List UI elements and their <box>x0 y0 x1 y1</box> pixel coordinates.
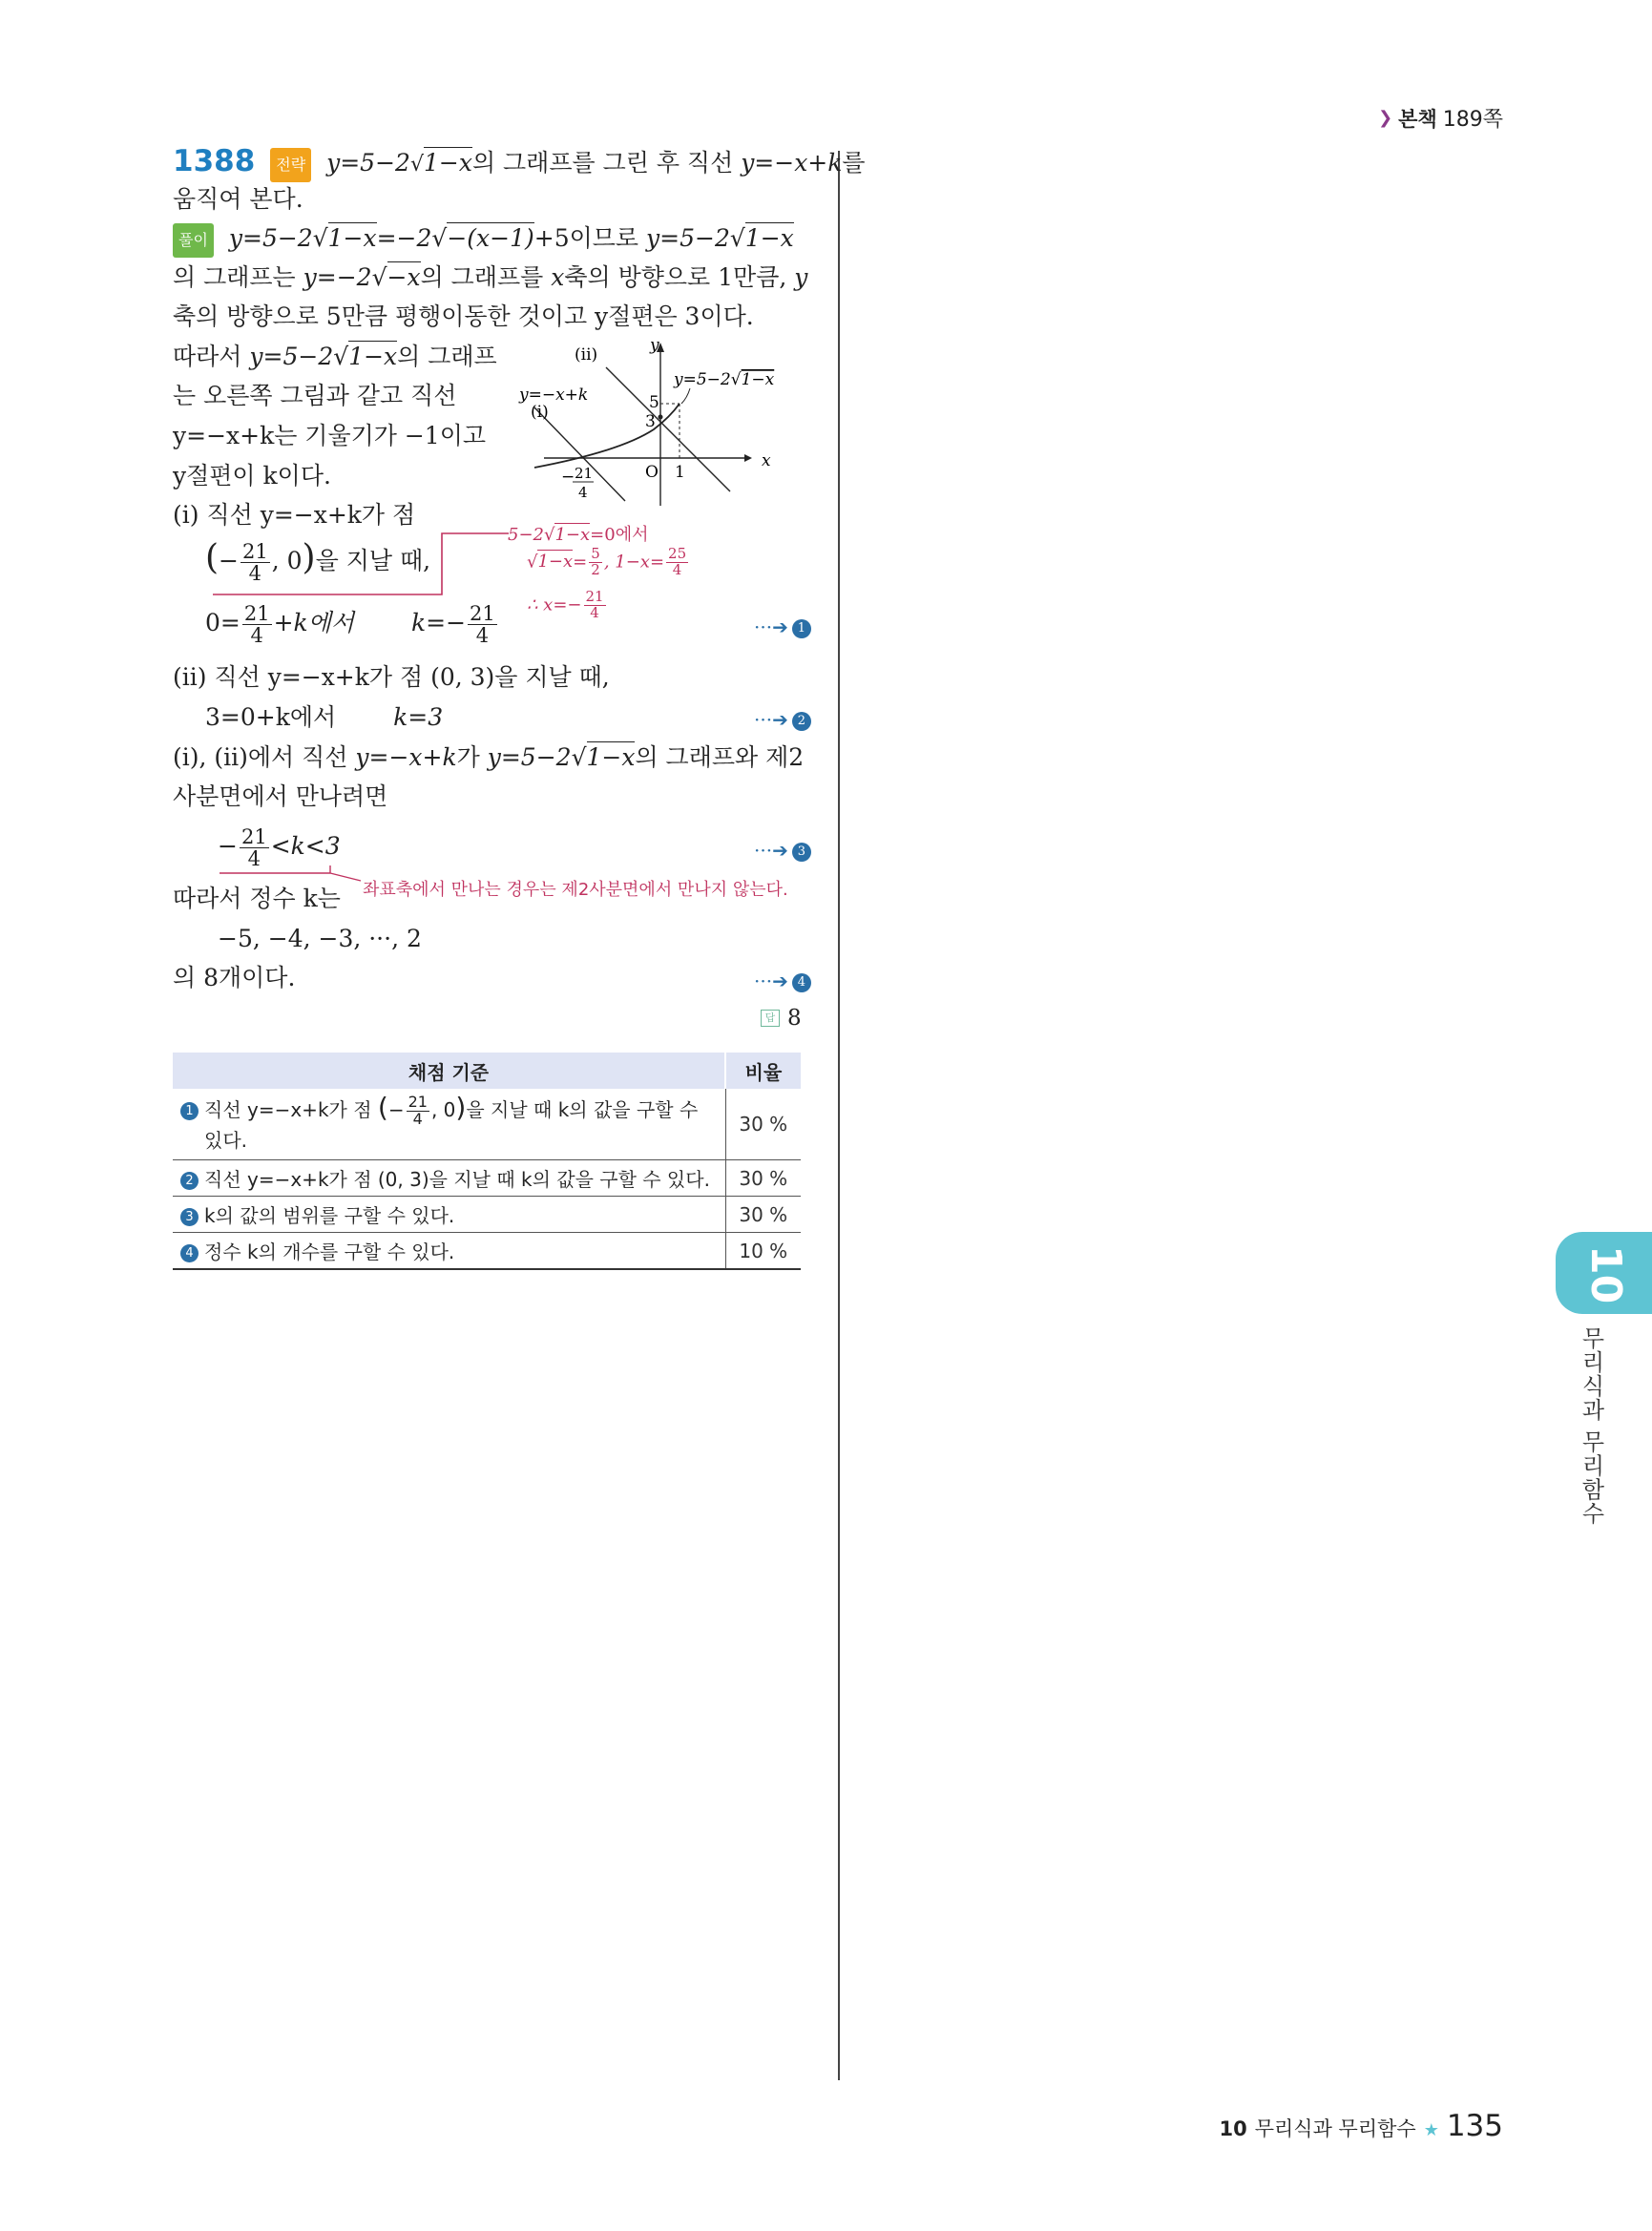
function-graph <box>515 339 811 511</box>
sol-expr-c: +5이므로 <box>533 224 647 252</box>
strategy-tag: 전략 <box>270 148 311 182</box>
grading-table <box>173 1053 801 1270</box>
grading-header <box>173 1053 801 1089</box>
annotation-4: 좌표축에서 만나는 경우는 제2사분면에서 만나지 않는다. <box>363 880 788 900</box>
point-0-3 <box>659 415 663 420</box>
solution-line-2: 의 그래프는 y=−2√−x의 그래프를 x축의 방향으로 1만큼, y <box>173 263 808 291</box>
sol2-rad: −x <box>387 263 421 291</box>
strategy-text-end: 를 <box>842 149 866 177</box>
strategy-line-2: 움직여 본다. <box>173 185 303 213</box>
case2-line-1: (ii) 직선 y=−x+k가 점 (0, 3)을 지날 때, <box>173 663 610 691</box>
criteria-cell: 1 직선 y=−x+k가 점 (− $\frac{21}{4}$ , 0)을 지날 때 k의 값을 구할 수 있다. <box>173 1089 725 1160</box>
problem-number: 1388 <box>173 144 256 178</box>
integer-list: −5, −4, −3, ···, 2 <box>218 925 422 952</box>
step-marker-4: ···➔ 4 <box>754 970 811 992</box>
x-axis-arrow <box>744 454 752 462</box>
answer-value: 8 <box>787 1006 802 1031</box>
fraction-21-4-c: $\frac{21}{4}$ <box>470 602 495 648</box>
sol-expr-d: y=5−2 <box>646 224 730 252</box>
sol4-c: 의 그래프 <box>397 343 497 370</box>
integer-line-1: 따라서 정수 k는 <box>173 885 341 912</box>
sol2-a: 의 그래프는 <box>173 263 303 291</box>
sol2-e: 축의 방향으로 1만큼, <box>564 263 795 291</box>
step-marker-3: ···➔ 3 <box>754 839 811 862</box>
tick-1: 1 <box>675 463 685 482</box>
table-row <box>173 1160 801 1197</box>
header-criteria: 채점 기준 <box>173 1053 725 1089</box>
label-ii: (ii) <box>575 345 598 365</box>
k-range: − $\frac{21}{4}$ <k<3 <box>218 825 341 871</box>
sol4-rad: 1−x <box>348 343 398 370</box>
chapter-side-title: 무리식과 무리함수 <box>1578 1326 1604 1526</box>
step-marker-2: ···➔ 2 <box>754 708 811 731</box>
reference-label: 본책 <box>1398 107 1437 131</box>
annotation-2: √1−x= $\frac{5}{2}$ , 1−x= $\frac{25}{4}$ <box>527 545 687 578</box>
page-footer <box>1219 2109 1503 2143</box>
case1-tail: 을 지날 때, <box>315 547 431 575</box>
solution-line-3: 축의 방향으로 5만큼 평행이동한 것이고 y절편은 3이다. <box>173 302 754 330</box>
annotation-connector <box>205 530 511 606</box>
step-marker-1: ···➔ 1 <box>754 615 811 638</box>
answer <box>761 1006 802 1031</box>
sol2-d: x <box>551 263 565 291</box>
strategy-text: 의 그래프를 그린 후 직선 <box>471 149 742 177</box>
tick-3: 3 <box>645 412 656 431</box>
table-row <box>173 1197 801 1233</box>
solution-line-1: 풀이 y=5−2√1−x=−2√−(x−1)+5이므로 y=5−2√1−x <box>173 222 794 258</box>
footer-chapter-number: 10 <box>1219 2117 1247 2140</box>
conclusion-line-2: 사분면에서 만나려면 <box>173 782 388 810</box>
strategy-radicand: 1−x <box>423 149 472 177</box>
sol2-c: 의 그래프를 <box>420 263 552 291</box>
answer-icon: 답 <box>761 1010 780 1027</box>
star-icon: ★ <box>1423 2120 1439 2140</box>
curve-label: y=5−2√1−x <box>674 370 775 389</box>
minus: − <box>219 547 239 575</box>
strategy-line-expr: y=−x+k <box>741 149 843 177</box>
sol-rad-1: 1−x <box>327 224 377 252</box>
ratio-cell: 30 % <box>725 1160 801 1197</box>
case1-line-1: (i) 직선 y=−x+k가 점 <box>173 501 416 529</box>
case2-line-2 <box>205 701 443 734</box>
sol-rad-2: −(x−1) <box>447 224 534 252</box>
solution-line-7: y절편이 k이다. <box>173 462 331 490</box>
criteria-cell: 4 정수 k의 개수를 구할 수 있다. <box>173 1233 725 1270</box>
sol2-f: y <box>794 263 808 291</box>
fraction-21-4: $\frac{21}{4}$ <box>242 540 268 586</box>
sol-expr-b: =−2 <box>376 224 432 252</box>
solution-line-5: 는 오른쪽 그림과 같고 직선 <box>173 382 457 409</box>
ratio-cell: 30 % <box>725 1197 801 1233</box>
paren-open: ( <box>205 538 220 578</box>
reference-page: 189쪽 <box>1442 108 1503 132</box>
xint-num: 21 <box>575 465 594 482</box>
column-divider <box>838 151 840 2080</box>
annotation-1: 5−2√1−x=0에서 <box>508 525 649 545</box>
tick-5: 5 <box>649 393 659 412</box>
conclusion-line-1: (i), (ii)에서 직선 y=−x+k가 y=5−2√1−x의 그래프와 제2 <box>173 743 805 771</box>
book-reference <box>1378 103 1503 133</box>
sol-rad-3: 1−x <box>744 224 794 252</box>
k-value: k=− <box>411 609 467 637</box>
line-label: y=−x+k <box>519 386 589 405</box>
case1-line-3 <box>205 603 499 646</box>
x-axis-label: x <box>762 451 771 470</box>
table-row <box>173 1089 801 1160</box>
ratio-cell: 30 % <box>725 1089 801 1160</box>
chapter-tab-number: 10 <box>1581 1245 1630 1304</box>
strategy-expr: y=5−2 <box>326 149 410 177</box>
paren-close: ) <box>302 538 316 578</box>
eq-rhs: +k에서 <box>273 609 354 637</box>
annotation-3: ∴ x=− $\frac{21}{4}$ <box>527 588 604 621</box>
label-i: (i) <box>531 403 549 422</box>
strategy-line-1: 1388 전략 y=5−2√1−x의 그래프를 그린 후 직선 y=−x+k를 <box>173 145 866 182</box>
solution-tag: 풀이 <box>173 223 214 258</box>
point-rest: , 0 <box>271 547 303 575</box>
case2-eq: 3=0+k에서 <box>205 703 337 731</box>
table-row <box>173 1233 801 1270</box>
criteria-cell: 3 k의 값의 범위를 구할 수 있다. <box>173 1197 725 1233</box>
header-ratio: 비율 <box>725 1053 801 1089</box>
eq-lhs: 0= <box>205 609 240 637</box>
solution-line-6: y=−x+k는 기울기가 −1이고 <box>173 422 487 449</box>
solution-line-4: 따라서 y=5−2√1−x의 그래프 <box>173 343 497 370</box>
page-number: 135 <box>1446 2109 1503 2143</box>
case2-k: k=3 <box>393 703 444 731</box>
xint-minus: − <box>561 468 575 487</box>
xint-den: 4 <box>578 484 588 501</box>
integer-line-3: 의 8개이다. <box>173 964 296 991</box>
criteria-cell: 2 직선 y=−x+k가 점 (0, 3)을 지날 때 k의 값을 구할 수 있다. <box>173 1160 725 1197</box>
chevron-right-icon: ❯ <box>1378 108 1393 128</box>
origin-label: O <box>645 463 659 482</box>
curve-label-pointer <box>681 388 690 404</box>
fraction-21-4-b: $\frac{21}{4}$ <box>243 602 270 648</box>
footer-chapter-title: 무리식과 무리함수 <box>1254 2117 1416 2140</box>
y-axis-label: y <box>650 339 659 355</box>
sol4-a: 따라서 <box>173 343 250 370</box>
ratio-cell: 10 % <box>725 1233 801 1270</box>
sol-expr-a: y=5−2 <box>228 224 313 252</box>
sol2-b: y=−2 <box>303 263 372 291</box>
sol4-b: y=5−2 <box>249 343 334 370</box>
